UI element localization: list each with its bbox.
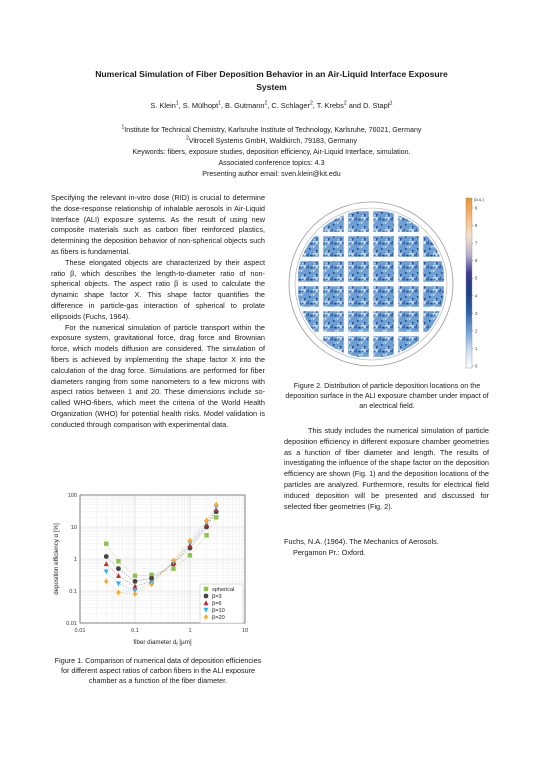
x-axis-title-unit: [µm] xyxy=(177,639,192,646)
deposition-cell xyxy=(348,236,369,257)
deposition-cell xyxy=(423,286,444,307)
x-tick-label: 1 xyxy=(188,628,192,634)
paragraph-aspect-ratio: These elongated objects are characterized by their aspect ratio β, which describes the length-to-diameter ratio of non-spherical objects. The aspect ratio β is used to calculate the dynamic shape factor Χ. This shape factor quantifies the difference in particle-gas interaction of spherical to prolate ellipsoids (Fuchs, 1964). xyxy=(51,257,265,321)
x-tick-label: 0.01 xyxy=(74,628,86,634)
deposition-efficiency-chart xyxy=(48,488,270,650)
data-point xyxy=(214,515,218,519)
x-tick-label: 10 xyxy=(241,628,249,634)
author-name: C. Schlager xyxy=(271,101,310,110)
author-affiliation-mark: 1 xyxy=(175,100,179,107)
data-point xyxy=(133,579,138,584)
deposition-cell xyxy=(348,211,369,232)
deposition-cell xyxy=(373,211,394,232)
affiliation-1 xyxy=(40,126,503,134)
paragraph-study: This study includes the numerical simulation of particle deposition efficiency in different exposure chamber geometries as a function of fiber diameter and length. The results of investigating the influence of the shape factor on the deposition efficiency are shown (Fig. 1) and the deposition locations of the particles are analyzed. Furthermore, results for electrical field induced deposition will be presented and discussed for selected fiber geometries (Fig. 2). xyxy=(284,426,489,511)
x-tick-label: 0.1 xyxy=(131,628,139,634)
affiliation-2-number: 2 xyxy=(185,135,189,142)
deposition-cell xyxy=(398,311,419,332)
x-axis-title-sub: f xyxy=(176,641,178,647)
colorbar-tick-label: 5 xyxy=(475,275,478,281)
conference-topics: Associated conference topics: 4.3 xyxy=(218,159,325,167)
colorbar-tick-label: 6 xyxy=(475,258,478,264)
author-affiliation-mark: 1 xyxy=(389,100,393,107)
deposition-cell xyxy=(323,311,344,332)
reference-line-2: Pergamon Pr.: Oxford. xyxy=(293,547,366,557)
legend-entry: β=10 xyxy=(212,608,225,614)
legend-entry: β=3 xyxy=(212,594,222,600)
author-name: T. Krebs xyxy=(316,101,344,110)
data-point xyxy=(204,533,208,537)
deposition-cell xyxy=(348,286,369,307)
colorbar-tick-label: 3 xyxy=(475,310,478,316)
data-point xyxy=(116,566,121,571)
deposition-cell xyxy=(423,261,444,282)
deposition-cell xyxy=(373,286,394,307)
paper-title xyxy=(60,68,483,94)
legend-entry: β=6 xyxy=(212,601,222,607)
deposition-cell xyxy=(398,261,419,282)
deposition-cell xyxy=(373,261,394,282)
colorbar-tick-label: 0 xyxy=(475,363,478,369)
data-point xyxy=(133,574,137,578)
author-email: Presenting author email: sven.klein@kit.edu xyxy=(202,170,341,178)
deposition-cell xyxy=(323,261,344,282)
author-list: S. Klein$^1$, S. Mülhopt$^1$, B. Gutmann$^2$, C. Schlager$^2$, T. Krebs$^2$ and D. Stapf$^1$ xyxy=(150,100,393,110)
data-point xyxy=(104,554,109,559)
figure-1-caption: Figure 1. Comparison of numerical data of deposition efficiencies for different aspect ratios of carbon fibers in the ALI exposure chamber as a function of the fiber diameter. xyxy=(54,656,262,685)
data-point xyxy=(116,559,120,563)
author-affiliation-mark: 2 xyxy=(343,100,347,107)
y-tick-label: 0.01 xyxy=(66,621,77,627)
deposition-cell xyxy=(298,286,319,307)
colorbar-tick-label: 4 xyxy=(475,293,478,299)
affiliation-1-number: 1 xyxy=(121,124,125,131)
deposition-cell xyxy=(348,311,369,332)
y-tick-label: 10 xyxy=(70,525,77,531)
colorbar-tick-label: 9 xyxy=(475,205,478,211)
author-name: S. Mülhopt xyxy=(182,101,219,110)
affiliation-2-text: Vitrocell Systems GmbH, Waldkirch, 79183, Germany xyxy=(188,137,358,145)
paragraph-simulation: For the numerical simulation of particle transport within the exposure system, gravitational force, drag force and Brownian force, which models diffusion are considered. The simulation of fibers is achieved by implementing the shape factor Χ into the calculation of the drag force. Simulations are performed for fiber diameters ranging from some nanometers to a few microns with aspect ratios between 1 and 20. These dimensions include so-called WHO-fibers, which meet the criteria of the World Health Organization (WHO) for potential health risks. Model validation is conducted through comparison with experimental data. xyxy=(51,322,265,429)
deposition-cell xyxy=(323,286,344,307)
author-name: B. Gutmann xyxy=(225,101,265,110)
deposition-cell xyxy=(323,236,344,257)
author-affiliation-mark: 1 xyxy=(218,100,221,107)
deposition-map-figure xyxy=(285,190,490,378)
deposition-cell xyxy=(398,236,419,257)
y-axis-title: deposition efficiency α [%] xyxy=(53,523,60,595)
author-name: D. Stapf xyxy=(363,101,390,110)
title-line-1: Numerical Simulation of Fiber Deposition Behavior in an Air-Liquid Interface Exposure xyxy=(95,69,448,79)
data-point xyxy=(204,594,209,599)
author-name: S. Klein xyxy=(150,101,176,110)
deposition-cell xyxy=(348,261,369,282)
data-point xyxy=(188,553,192,557)
deposition-cell xyxy=(373,311,394,332)
chamber-inner-ring xyxy=(295,208,447,360)
x-axis-title xyxy=(133,639,191,647)
affiliation-1-text: Institute for Technical Chemistry, Karlsruhe Institute of Technology, Karlsruhe, 76021, Germany xyxy=(124,126,422,134)
affiliation-2 xyxy=(40,137,503,145)
left-column-text xyxy=(51,193,265,431)
data-point xyxy=(171,566,175,570)
colorbar-tick-label: 7 xyxy=(475,240,478,246)
data-point xyxy=(204,587,208,591)
figure-2-caption: Figure 2. Distribution of particle deposition locations on the deposition surface in the ALI exposure chamber under impact of an electrical field. xyxy=(285,381,489,410)
author-affiliation-mark: 2 xyxy=(309,100,313,107)
colorbar-tick-label: 8 xyxy=(475,223,478,229)
y-tick-label: 1 xyxy=(73,557,77,563)
colorbar xyxy=(466,198,472,368)
deposition-cell xyxy=(398,286,419,307)
legend-entry: β=20 xyxy=(212,615,225,621)
deposition-cell xyxy=(373,236,394,257)
y-tick-label: 0.1 xyxy=(69,589,77,595)
legend-entry: spherical xyxy=(212,587,235,593)
author-affiliation-mark: 2 xyxy=(264,100,268,107)
reference-fuchs xyxy=(284,537,489,559)
colorbar-unit: (a.u.) xyxy=(474,197,484,202)
right-column-text xyxy=(284,426,489,512)
deposition-cell xyxy=(298,261,319,282)
keywords: Keywords: fibers, exposure studies, deposition efficiency, Air-Liquid Interface, simulation. xyxy=(132,148,411,156)
deposition-cell xyxy=(348,336,369,357)
deposition-cell xyxy=(373,336,394,357)
data-point xyxy=(104,542,108,546)
colorbar-tick-label: 2 xyxy=(475,328,478,334)
x-axis-title-main: fiber diameter d xyxy=(133,639,177,646)
reference-line-1: Fuchs, N.A. (1964). The Mechanics of Aerosols. xyxy=(284,537,439,546)
colorbar-tick-label: 1 xyxy=(475,345,478,351)
title-line-2: System xyxy=(256,82,287,92)
y-tick-label: 100 xyxy=(67,493,77,499)
paragraph-intro: Specifying the relevant in-vitro dose (RID) is crucial to determine the dose-response relationship of inhalable aerosols in Air-Liquid Interface (ALI) exposure systems. As the result of using new composite materials such as carbon fiber reinforced plastics, determining the deposition behavior of non-spherical objects such as fibers is fundamental. xyxy=(51,193,265,256)
